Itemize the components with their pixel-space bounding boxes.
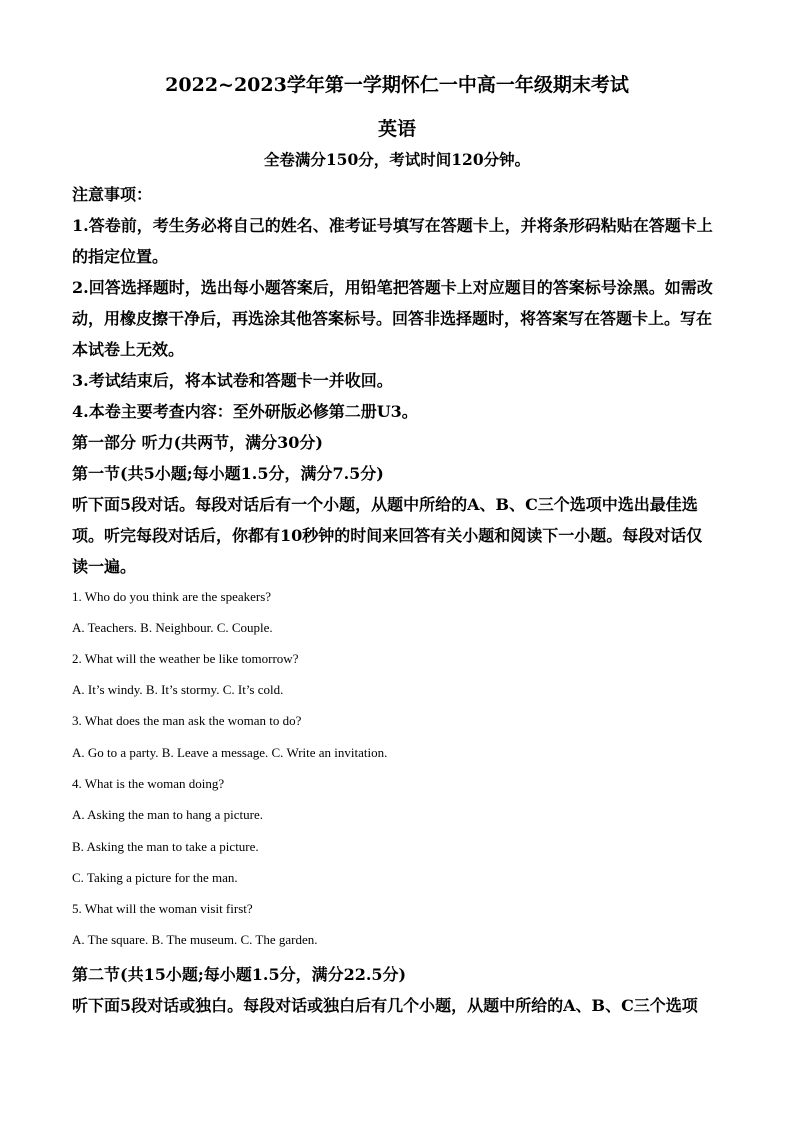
exam-title: 2022~2023学年第一学期怀仁一中高一年级期末考试 bbox=[165, 74, 629, 96]
section1-instructions-line-2: 项。听完每段对话后，你都有10秒钟的时间来回答有关小题和阅读下一小题。每段对话仅 bbox=[72, 526, 703, 545]
section1-heading: 第一节(共5小题;每小题1.5分，满分7.5分) bbox=[72, 464, 384, 483]
part1-heading: 第一部分 听力(共两节，满分30分) bbox=[72, 433, 323, 452]
notice-item-4: 4.本卷主要考查内容：至外研版必修第二册U3。 bbox=[72, 402, 418, 421]
section1-instructions-line-3: 读一遍。 bbox=[72, 557, 137, 576]
question-1-options: A. Teachers. B. Neighbour. C. Couple. bbox=[72, 620, 273, 635]
question-5: 5. What will the woman visit first? bbox=[72, 901, 253, 916]
question-5-options: A. The square. B. The museum. C. The garden. bbox=[72, 932, 318, 947]
exam-info: 全卷满分150分，考试时间120分钟。 bbox=[263, 150, 531, 169]
question-3: 3. What does the man ask the woman to do? bbox=[72, 713, 302, 728]
question-2: 2. What will the weather be like tomorrow? bbox=[72, 651, 299, 666]
section1-instructions-line-1: 听下面5段对话。每段对话后有一个小题，从题中所给的A、B、C三个选项中选出最佳选 bbox=[72, 495, 698, 514]
notice-item-2-line-1: 2.回答选择题时，选出每小题答案后，用铅笔把答题卡上对应题目的答案标号涂黑。如需改 bbox=[72, 278, 713, 297]
notice-item-1-line-1: 1.答卷前，考生务必将自己的姓名、准考证号填写在答题卡上，并将条形码粘贴在答题卡上 bbox=[72, 216, 713, 235]
question-4-option-c: C. Taking a picture for the man. bbox=[72, 870, 238, 885]
notice-heading: 注意事项： bbox=[72, 185, 153, 204]
section2-instructions-line-1: 听下面5段对话或独白。每段对话或独白后有几个小题，从题中所给的A、B、C三个选项 bbox=[72, 996, 698, 1015]
notice-item-1-line-2: 的指定位置。 bbox=[72, 247, 169, 266]
notice-item-3: 3.考试结束后，将本试卷和答题卡一并收回。 bbox=[72, 371, 393, 390]
subject-title: 英语 bbox=[377, 118, 416, 140]
question-4-option-b: B. Asking the man to take a picture. bbox=[72, 839, 259, 854]
question-1: 1. Who do you think are the speakers? bbox=[72, 589, 272, 604]
question-2-options: A. It’s windy. B. It’s stormy. C. It’s cold. bbox=[72, 682, 284, 697]
question-4: 4. What is the woman doing? bbox=[72, 776, 225, 791]
section2-heading: 第二节(共15小题;每小题1.5分，满分22.5分) bbox=[72, 965, 407, 984]
question-4-option-a: A. Asking the man to hang a picture. bbox=[72, 807, 263, 822]
notice-item-2-line-3: 本试卷上无效。 bbox=[72, 340, 185, 359]
question-3-options: A. Go to a party. B. Leave a message. C. Write an invitation. bbox=[72, 745, 388, 760]
notice-item-2-line-2: 动，用橡皮擦干净后，再选涂其他答案标号。回答非选择题时，将答案写在答题卡上。写在 bbox=[72, 309, 713, 328]
